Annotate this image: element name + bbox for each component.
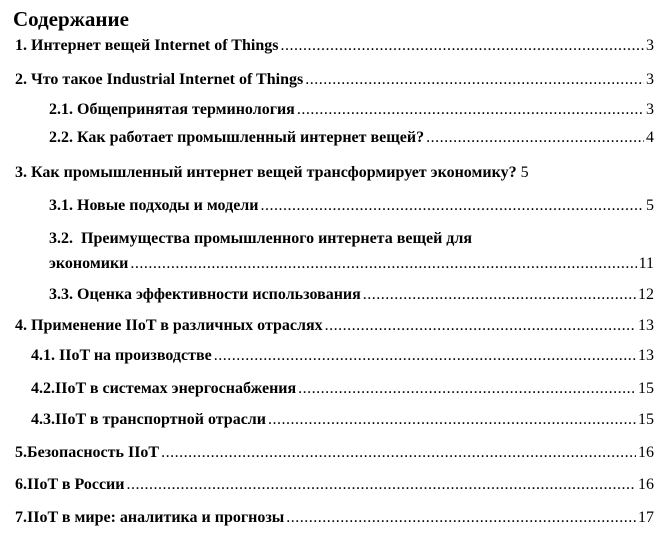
toc-entry-4-3[interactable] bbox=[31, 410, 654, 430]
toc-entry-6[interactable] bbox=[15, 475, 654, 495]
toc-entry-number: 4.3. bbox=[31, 411, 55, 428]
toc-entry-3-3[interactable] bbox=[49, 285, 654, 305]
toc-entry-page: 3 bbox=[646, 37, 654, 54]
toc-entry-text: Интернет вещей Internet of Things bbox=[31, 37, 279, 54]
toc-entry-text-line2: экономики bbox=[49, 255, 129, 272]
toc-entry-page: 17 bbox=[638, 509, 654, 526]
toc-entry-number: 6. bbox=[15, 476, 27, 493]
toc-dot-leader bbox=[260, 196, 644, 216]
toc-dot-leader bbox=[161, 443, 636, 463]
toc-dot-leader bbox=[305, 70, 644, 90]
toc-entry-text: Как промышленный интернет вещей трансформирует экономику? bbox=[31, 164, 517, 181]
toc-entry-4-1[interactable] bbox=[31, 346, 654, 366]
toc-entry-number: 5. bbox=[15, 444, 27, 461]
toc-entry-number: 3.2. bbox=[49, 230, 73, 247]
toc-entry-text: Как работает промышленный интернет вещей? bbox=[77, 129, 425, 146]
toc-entry-page: 5 bbox=[646, 197, 654, 214]
toc-entry-7[interactable] bbox=[15, 508, 654, 528]
toc-entry-text: Безопасность IIoT bbox=[27, 444, 160, 461]
toc-entry-page: 3 bbox=[646, 101, 654, 118]
toc-entry-page: 4 bbox=[646, 129, 654, 146]
toc-entry-2-1[interactable] bbox=[49, 100, 654, 120]
toc-dot-leader bbox=[325, 316, 636, 336]
toc-entry-text: Общепринятая терминология bbox=[77, 101, 295, 118]
toc-entry-5[interactable] bbox=[15, 443, 654, 463]
toc-entry-text: IIoT в мире: аналитика и прогнозы bbox=[27, 509, 285, 526]
toc-dot-leader bbox=[268, 410, 636, 430]
toc-entry-3-2[interactable] bbox=[49, 229, 654, 274]
toc-title: Содержание bbox=[13, 7, 129, 31]
toc-entry-page: 11 bbox=[638, 255, 654, 272]
toc-entry-page: 13 bbox=[638, 317, 654, 334]
toc-entry-3-1[interactable] bbox=[49, 196, 654, 216]
toc-entry-page: 16 bbox=[638, 476, 654, 493]
toc-entry-page: 16 bbox=[638, 444, 654, 461]
toc-entry-text-line1: Преимущества промышленного интернета вещей для bbox=[81, 230, 473, 247]
toc-entry-text: IIoT в системах энергоснабжения bbox=[55, 380, 297, 397]
toc-dot-leader bbox=[426, 128, 644, 148]
toc-dot-leader bbox=[297, 100, 644, 120]
toc-entry-number: 4. bbox=[15, 317, 27, 334]
toc-entry-4[interactable] bbox=[15, 316, 654, 336]
toc-entry-4-2[interactable] bbox=[31, 379, 654, 399]
toc-dot-leader bbox=[363, 285, 636, 305]
toc-entry-text: Оценка эффективности использования bbox=[77, 286, 361, 303]
toc-entry-2-2[interactable] bbox=[49, 128, 654, 148]
toc-entry-text: Применение IIoT в различных отраслях bbox=[31, 317, 323, 334]
toc-entry-number: 2.1. bbox=[49, 101, 73, 118]
toc-entry-page: 5 bbox=[520, 164, 529, 181]
toc-dot-leader bbox=[130, 254, 636, 274]
toc-dot-leader bbox=[280, 36, 644, 56]
toc-entry-number: 4.2. bbox=[31, 380, 55, 397]
toc-dot-leader bbox=[127, 475, 637, 495]
toc-entry-number: 3.1. bbox=[49, 197, 73, 214]
toc-dot-leader bbox=[298, 379, 636, 399]
toc-entry-number: 3. bbox=[15, 164, 27, 181]
toc-entry-page: 13 bbox=[638, 347, 654, 364]
toc-dot-leader bbox=[286, 508, 636, 528]
toc-entry-page: 3 bbox=[646, 71, 654, 88]
toc-entry-number: 2.2. bbox=[49, 129, 73, 146]
toc-entry-page: 15 bbox=[638, 411, 654, 428]
toc-entry-number: 4.1. bbox=[31, 347, 55, 364]
toc-entry-3[interactable] bbox=[15, 163, 654, 183]
toc-entry-1[interactable] bbox=[15, 36, 654, 56]
toc-entry-text: IIoT в России bbox=[27, 476, 125, 493]
toc-entry-2[interactable] bbox=[15, 70, 654, 90]
toc-entry-text: IIoT на производстве bbox=[59, 347, 212, 364]
toc-entry-number: 3.3. bbox=[49, 286, 73, 303]
toc-entry-number: 1. bbox=[15, 37, 27, 54]
toc-entry-number: 7. bbox=[15, 509, 27, 526]
toc-entry-text: Новые подходы и модели bbox=[77, 197, 259, 214]
toc-entry-text: Что такое Industrial Internet of Things bbox=[31, 71, 304, 88]
toc-dot-leader bbox=[214, 346, 636, 366]
toc-entry-number: 2. bbox=[15, 71, 27, 88]
toc-entry-page: 15 bbox=[638, 380, 654, 397]
toc-entry-text: IIoT в транспортной отрасли bbox=[55, 411, 266, 428]
toc-entry-page: 12 bbox=[638, 286, 654, 303]
